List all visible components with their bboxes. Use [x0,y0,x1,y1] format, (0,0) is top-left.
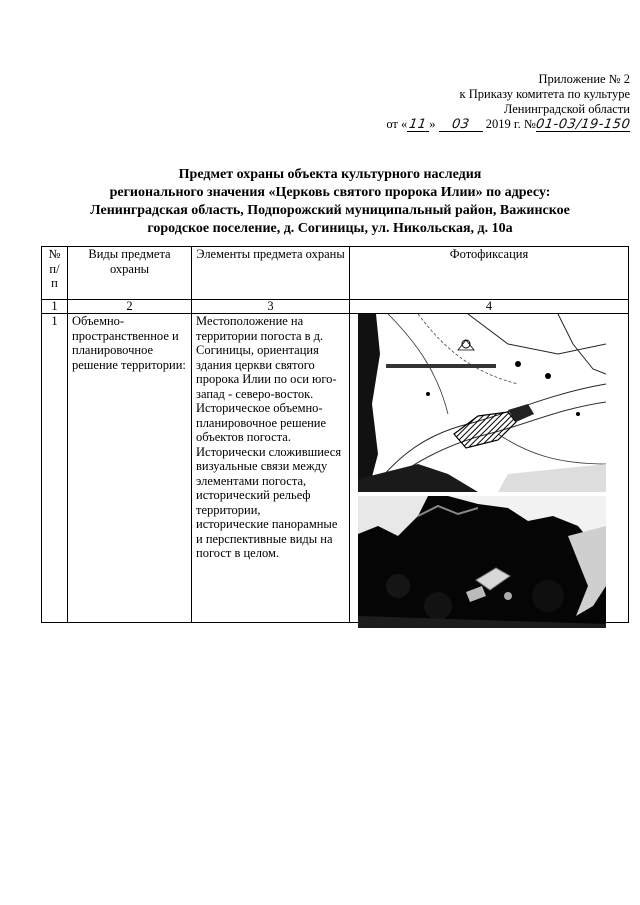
element-item: Местоположение на территории погоста в д. Согиницы, ориентация здания церкви святого пророка Илии по оси юго-запад - северо-восток. [196,314,337,401]
row-type: Объемно-пространственное и планировочное решение территории: [68,314,192,623]
appendix-date-line [300,117,630,132]
order-number: 01-03/19-150 [534,117,632,132]
date-day: 11 [408,117,429,132]
date-sep: » [429,117,436,131]
date-year: 2019 г. № [485,117,536,131]
element-item: Исторически сложившиеся визуальные связи между элементами погоста, [196,444,342,488]
header-type: Виды предмета охраны [68,247,192,300]
site-plan-image [358,314,606,492]
appendix-region: Ленинградской области [503,102,630,116]
row-number: 1 [42,314,68,623]
appendix-block [300,72,630,132]
column-number-row [42,300,629,314]
document-title [40,166,620,238]
protection-table [41,246,629,623]
photo-cell [350,314,629,623]
element-item: Историческое объемно-планировочное решение объектов погоста. [196,401,327,444]
title-line-4: городское поселение, д. Согиницы, ул. Никольская, д. 10а [147,221,513,236]
title-line-1: Предмет охраны объекта культурного наследия [178,167,482,182]
element-item: исторические панорамные и перспективные виды на погост в целом. [196,517,338,560]
header-photo: Фотофиксация [350,247,629,300]
aerial-photo-image [358,496,606,628]
header-number: № п/ п [42,247,68,300]
element-item: исторический рельеф территории, [196,488,311,517]
table-row [42,314,629,623]
table-header-row [42,247,629,300]
photo-stack [358,314,606,628]
date-prefix: от « [386,117,408,131]
appendix-title: Приложение № 2 [538,72,630,86]
appendix-order-ref: к Приказу комитета по культуре [459,87,630,101]
col-num-3: 3 [192,300,350,314]
header-elements: Элементы предмета охраны [192,247,350,300]
col-num-1: 1 [42,300,68,314]
col-num-2: 2 [68,300,192,314]
date-month: 03 [450,117,471,132]
col-num-4: 4 [350,300,629,314]
row-elements [192,314,350,623]
title-line-3: Ленинградская область, Подпорожский муниципальный район, Важинское [90,203,570,218]
title-line-2: регионального значения «Церковь святого пророка Илии» по адресу: [109,185,551,200]
